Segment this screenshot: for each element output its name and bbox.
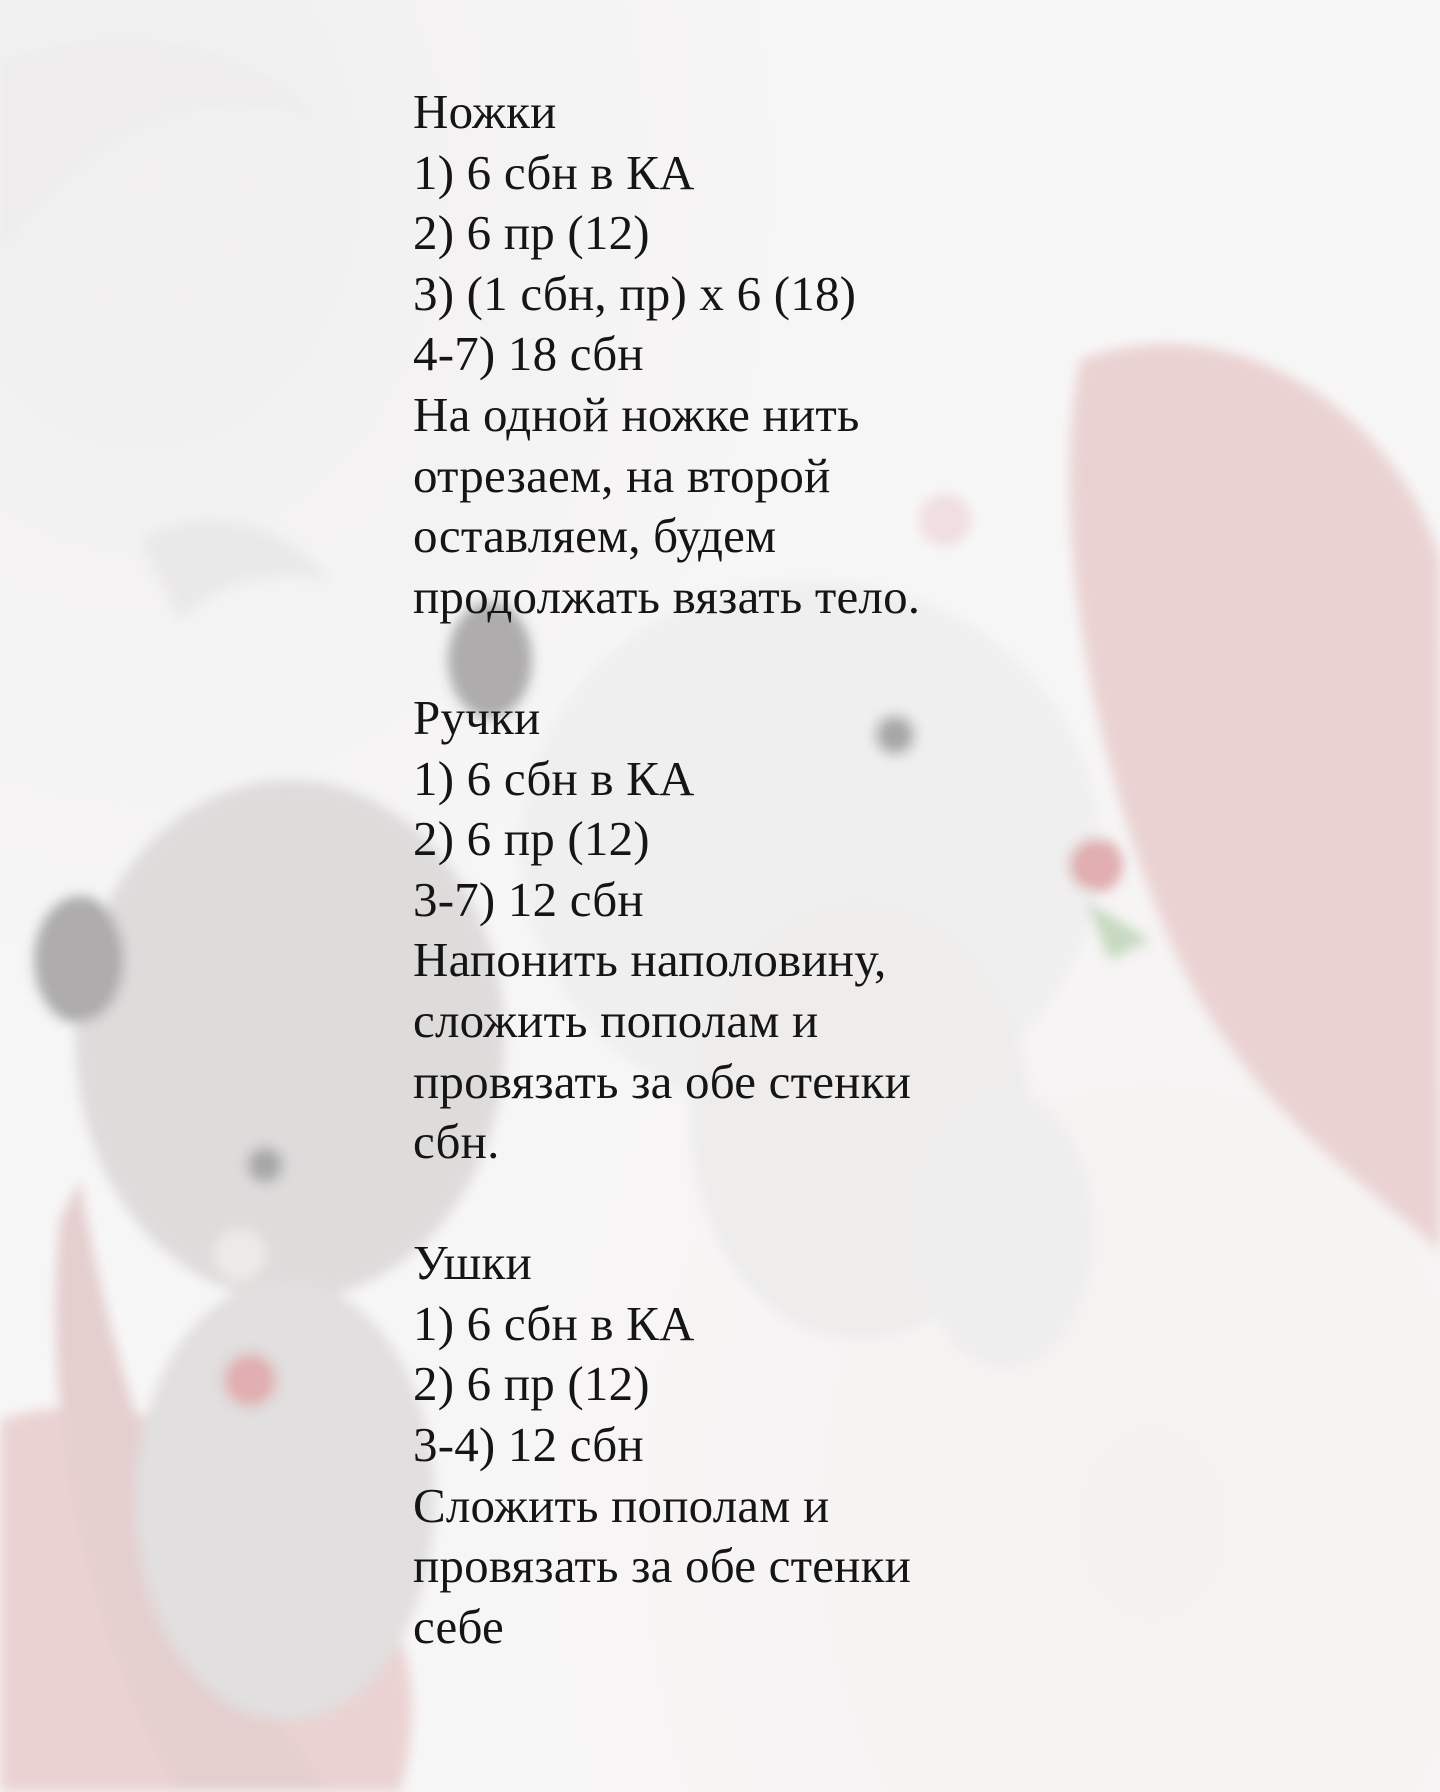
instruction-line: сложить пополам и bbox=[413, 992, 819, 1048]
instruction-line: 2) 6 пр (12) bbox=[413, 811, 650, 867]
pattern-text bbox=[413, 82, 1113, 1657]
section-title: Ушки bbox=[413, 1235, 532, 1291]
section-ears bbox=[413, 1233, 1113, 1657]
instruction-line: провязать за обе стенки bbox=[413, 1538, 911, 1594]
instruction-line: 3-7) 12 сбн bbox=[413, 871, 644, 927]
instruction-line: Сложить пополам и bbox=[413, 1477, 830, 1533]
instruction-line: Напонить наполовину, bbox=[413, 932, 887, 988]
instruction-line: себе bbox=[413, 1598, 504, 1654]
instruction-line: 1) 6 сбн в КА bbox=[413, 1295, 695, 1351]
instruction-line: 2) 6 пр (12) bbox=[413, 205, 650, 261]
instruction-line: провязать за обе стенки bbox=[413, 1053, 911, 1109]
instruction-line: отрезаем, на второй bbox=[413, 447, 831, 503]
section-title: Ножки bbox=[413, 84, 557, 139]
instruction-line: 3) (1 сбн, пр) х 6 (18) bbox=[413, 265, 857, 321]
instruction-line: 4-7) 18 сбн bbox=[413, 326, 644, 382]
instruction-line: сбн. bbox=[413, 1114, 500, 1170]
instruction-line: оставляем, будем bbox=[413, 508, 777, 564]
instruction-line: 1) 6 сбн в КА bbox=[413, 144, 695, 200]
section-title: Ручки bbox=[413, 689, 541, 745]
instruction-line: 3-4) 12 сбн bbox=[413, 1417, 644, 1473]
instruction-line: 2) 6 пр (12) bbox=[413, 1356, 650, 1412]
section-legs bbox=[413, 82, 1113, 627]
section-arms bbox=[413, 688, 1113, 1173]
instruction-line: На одной ножке нить bbox=[413, 386, 860, 442]
instruction-line: 1) 6 сбн в КА bbox=[413, 750, 695, 806]
instruction-line: продолжать вязать тело. bbox=[413, 568, 921, 624]
